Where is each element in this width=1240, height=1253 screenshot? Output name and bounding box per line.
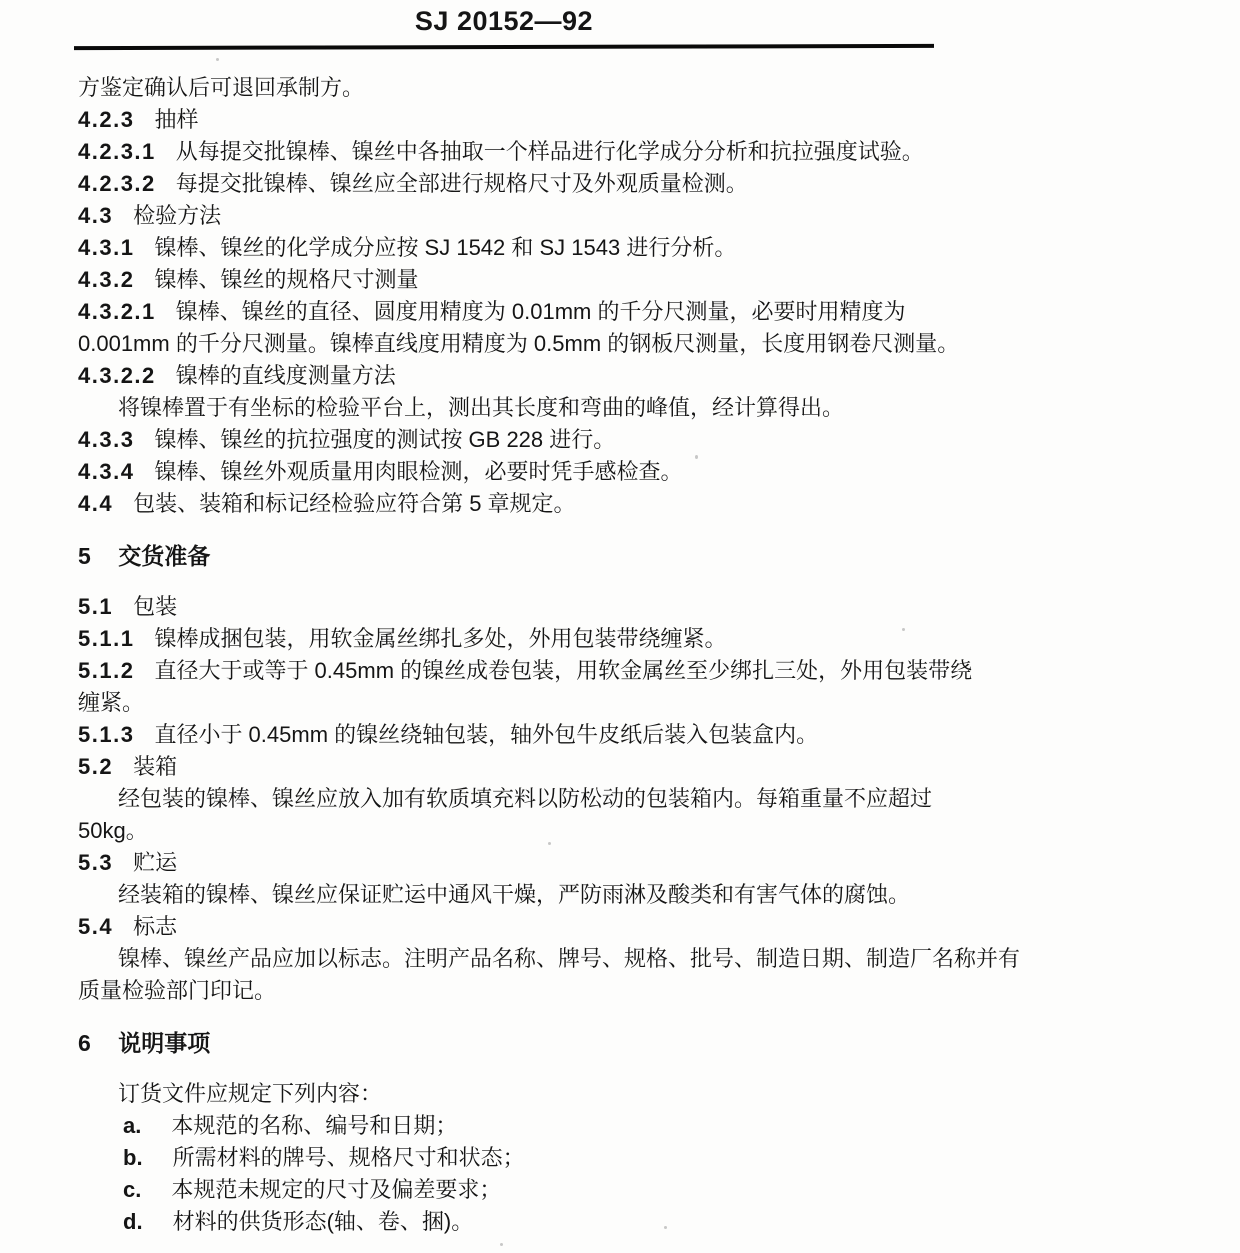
line-text: 方鉴定确认后可退回承制方。 [78, 75, 365, 100]
clause-number: 4.2.3.1 [78, 139, 156, 164]
section-heading [78, 1027, 1178, 1059]
line-text: 经装箱的镍棒、镍丝应保证贮运中通风干燥，严防雨淋及酸类和有害气体的腐蚀。 [118, 882, 911, 907]
clause-number: 4.3.1 [78, 235, 135, 260]
text-line [78, 847, 1178, 879]
line-text: 标志 [133, 914, 178, 939]
text-line [78, 232, 1178, 264]
text-line [78, 200, 1178, 232]
text-line [78, 1110, 1178, 1142]
clause-number: 5.4 [78, 914, 114, 939]
line-text: 抽样 [154, 107, 199, 132]
line-text: 本规范未规定的尺寸及偏差要求； [171, 1177, 502, 1202]
line-text: 材料的供货形态(轴、卷、捆)。 [172, 1209, 474, 1234]
clause-number: 4.2.3.2 [78, 171, 156, 196]
scan-speck [902, 628, 905, 631]
line-text: 从每提交批镍棒、镍丝中各抽取一个样品进行化学成分分析和抗拉强度试验。 [175, 139, 924, 164]
item-letter: d. [123, 1209, 143, 1234]
item-letter: a. [123, 1113, 142, 1138]
line-text: 交货准备 [118, 543, 211, 569]
line-text: 镍棒成捆包装，用软金属丝绑扎多处，外用包装带绕缠紧。 [154, 626, 727, 651]
line-text: 缠紧。 [78, 690, 145, 715]
text-line [78, 296, 1178, 328]
text-line [78, 783, 1178, 815]
text-line [78, 264, 1178, 296]
clause-number: 5.2 [78, 754, 114, 779]
text-line [78, 1078, 1178, 1110]
line-text: 50kg。 [78, 818, 148, 843]
clause-number: 4.4 [78, 491, 114, 516]
line-text: 直径小于 0.45mm 的镍丝绕轴包装，轴外包牛皮纸后装入包装盒内。 [154, 722, 819, 747]
text-line [78, 168, 1178, 200]
text-line [78, 975, 1178, 1007]
text-line [78, 623, 1178, 655]
clause-number: 4.3 [78, 203, 114, 228]
line-text: 镍棒、镍丝的抗拉强度的测试按 GB 228 进行。 [154, 427, 616, 452]
line-text: 镍棒、镍丝的化学成分应按 SJ 1542 和 SJ 1543 进行分析。 [154, 235, 737, 260]
text-line [78, 360, 1178, 392]
text-line [78, 1206, 1178, 1238]
clause-number: 4.3.2.2 [78, 363, 156, 388]
text-line [78, 1142, 1178, 1174]
text-line [78, 392, 1178, 424]
scan-speck [695, 455, 698, 459]
clause-number: 6 [78, 1030, 93, 1056]
line-text: 包装 [133, 594, 178, 619]
line-text: 经包装的镍棒、镍丝应放入加有软质填充料以防松动的包装箱内。每箱重量不应超过 [118, 786, 933, 811]
line-text: 装箱 [133, 754, 178, 779]
doc-number: SJ 20152—92 [414, 6, 594, 36]
line-text: 将镍棒置于有坐标的检验平台上，测出其长度和弯曲的峰值，经计算得出。 [118, 395, 845, 420]
text-line [78, 1174, 1178, 1206]
text-line [78, 687, 1178, 719]
line-text: 质量检验部门印记。 [78, 978, 277, 1003]
text-line [78, 136, 1178, 168]
scan-speck [664, 1226, 667, 1229]
line-text: 所需材料的牌号、规格尺寸和状态； [172, 1145, 525, 1170]
line-text: 0.001mm 的千分尺测量。镍棒直线度用精度为 0.5mm 的钢板尺测量，长度用钢卷尺测量。 [78, 331, 960, 356]
text-line [78, 456, 1178, 488]
line-text: 说明事项 [118, 1030, 211, 1056]
document-body [78, 72, 1178, 1238]
line-text: 镍棒、镍丝的直径、圆度用精度为 0.01mm 的千分尺测量，必要时用精度为 [175, 299, 906, 324]
line-text: 镍棒、镍丝产品应加以标志。注明产品名称、牌号、规格、批号、制造日期、制造厂名称并有 [118, 946, 1021, 971]
clause-number: 5.1.3 [78, 722, 135, 747]
clause-number: 4.2.3 [78, 107, 135, 132]
header-rule [74, 44, 934, 50]
text-line [78, 72, 1178, 104]
section-heading [78, 540, 1178, 572]
line-text: 镍棒、镍丝外观质量用肉眼检测，必要时凭手感检查。 [154, 459, 683, 484]
text-line [78, 719, 1178, 751]
item-letter: c. [123, 1177, 142, 1202]
text-line [78, 488, 1178, 520]
clause-number: 4.3.3 [78, 427, 135, 452]
line-text: 检验方法 [133, 203, 222, 228]
scan-speck [500, 1243, 503, 1246]
scan-speck [216, 58, 219, 61]
scan-speck [548, 842, 551, 845]
line-text: 订货文件应规定下列内容： [118, 1081, 383, 1106]
clause-number: 4.3.2 [78, 267, 135, 292]
line-text: 每提交批镍棒、镍丝应全部进行规格尺寸及外观质量检测。 [175, 171, 748, 196]
text-line [78, 655, 1178, 687]
clause-number: 4.3.2.1 [78, 299, 156, 324]
clause-number: 5.1.1 [78, 626, 135, 651]
text-line [78, 328, 1178, 360]
line-text: 贮运 [133, 850, 178, 875]
text-line [78, 751, 1178, 783]
text-line [78, 591, 1178, 623]
clause-number: 5.3 [78, 850, 114, 875]
text-line [78, 879, 1178, 911]
clause-number: 5.1.2 [78, 658, 135, 683]
clause-number: 4.3.4 [78, 459, 135, 484]
text-line [78, 815, 1178, 847]
line-text: 镍棒、镍丝的规格尺寸测量 [154, 267, 419, 292]
line-text: 本规范的名称、编号和日期； [171, 1113, 458, 1138]
text-line [78, 943, 1178, 975]
line-text: 镍棒的直线度测量方法 [175, 363, 396, 388]
text-line [78, 104, 1178, 136]
text-line [78, 424, 1178, 456]
clause-number: 5 [78, 543, 93, 569]
line-text: 包装、装箱和标记经检验应符合第 5 章规定。 [133, 491, 576, 516]
text-line [78, 911, 1178, 943]
clause-number: 5.1 [78, 594, 114, 619]
line-text: 直径大于或等于 0.45mm 的镍丝成卷包装，用软金属丝至少绑扎三处，外用包装带绕 [154, 658, 973, 683]
item-letter: b. [123, 1145, 143, 1170]
